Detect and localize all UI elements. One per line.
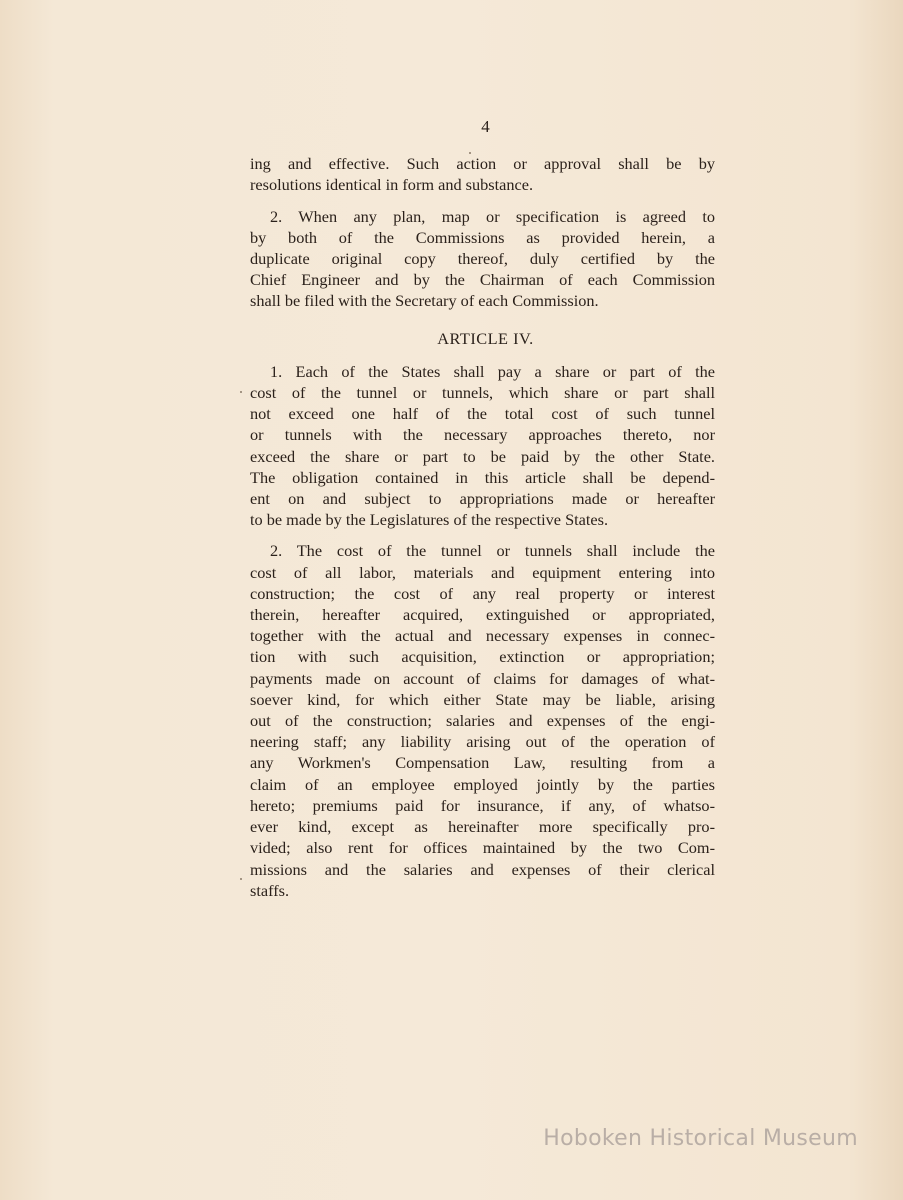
text-line: missions and the salaries and expenses of their clerical (250, 859, 715, 879)
text-line: cost of the tunnel or tunnels, which share or part shall (250, 383, 715, 403)
text-line: ever kind, except as hereinafter more specifically pro- (250, 817, 715, 837)
page-number: 4 (481, 117, 490, 136)
text-line: to be made by the Legislatures of the respective States. (250, 510, 609, 530)
section-2-paragraph (250, 206, 715, 312)
text-line: or tunnels with the necessary approaches thereto, nor (250, 425, 715, 445)
article-paragraph-1 (250, 361, 715, 531)
text-line: shall be filed with the Secretary of each Commission. (250, 291, 599, 311)
text-line: The obligation contained in this article shall be depend- (250, 467, 715, 487)
museum-watermark: Hoboken Historical Museum (543, 1126, 858, 1151)
text-line: claim of an employee employed jointly by the parties (250, 774, 715, 794)
ink-speck (240, 391, 242, 393)
text-line: cost of all labor, materials and equipment entering into (250, 562, 715, 582)
text-line: 1. Each of the States shall pay a share or part of the (270, 361, 715, 381)
text-line: out of the construction; salaries and expenses of the engi- (250, 711, 715, 731)
text-line: resolutions identical in form and substance. (250, 175, 534, 195)
text-line: payments made on account of claims for damages of what- (250, 668, 715, 688)
article-heading: ARTICLE IV. (437, 328, 534, 348)
text-line: staffs. (250, 880, 290, 900)
page-text (250, 116, 715, 911)
text-line: vided; also rent for offices maintained by the two Com- (250, 838, 715, 858)
text-line: not exceed one half of the total cost of such tunnel (250, 404, 715, 424)
text-line: by both of the Commissions as provided herein, a (250, 227, 715, 247)
text-line: 2. When any plan, map or specification is agreed to (270, 206, 715, 226)
ink-speck (240, 878, 242, 880)
text-line: ent on and subject to appropriations made or hereafter (250, 489, 715, 509)
text-line: ing and effective. Such action or approval shall be by (250, 154, 715, 174)
text-line: Chief Engineer and by the Chairman of each Commission (250, 270, 715, 290)
text-line: therein, hereafter acquired, extinguished or appropriated, (250, 605, 715, 625)
text-line: duplicate original copy thereof, duly certified by the (250, 249, 715, 269)
intro-paragraph (250, 153, 715, 195)
text-line: together with the actual and necessary expenses in connec- (250, 626, 715, 646)
article-paragraph-2 (250, 540, 715, 900)
text-line: soever kind, for which either State may be liable, arising (250, 689, 715, 709)
text-line: construction; the cost of any real property or interest (250, 583, 715, 603)
text-line: hereto; premiums paid for insurance, if any, of whatso- (250, 795, 715, 815)
text-line: any Workmen's Compensation Law, resulting from a (250, 753, 715, 773)
text-line: 2. The cost of the tunnel or tunnels shall include the (270, 541, 715, 561)
text-line: exceed the share or part to be paid by the other State. (250, 446, 715, 466)
text-line: neering staff; any liability arising out of the operation of (250, 732, 715, 752)
text-line: tion with such acquisition, extinction or appropriation; (250, 647, 715, 667)
